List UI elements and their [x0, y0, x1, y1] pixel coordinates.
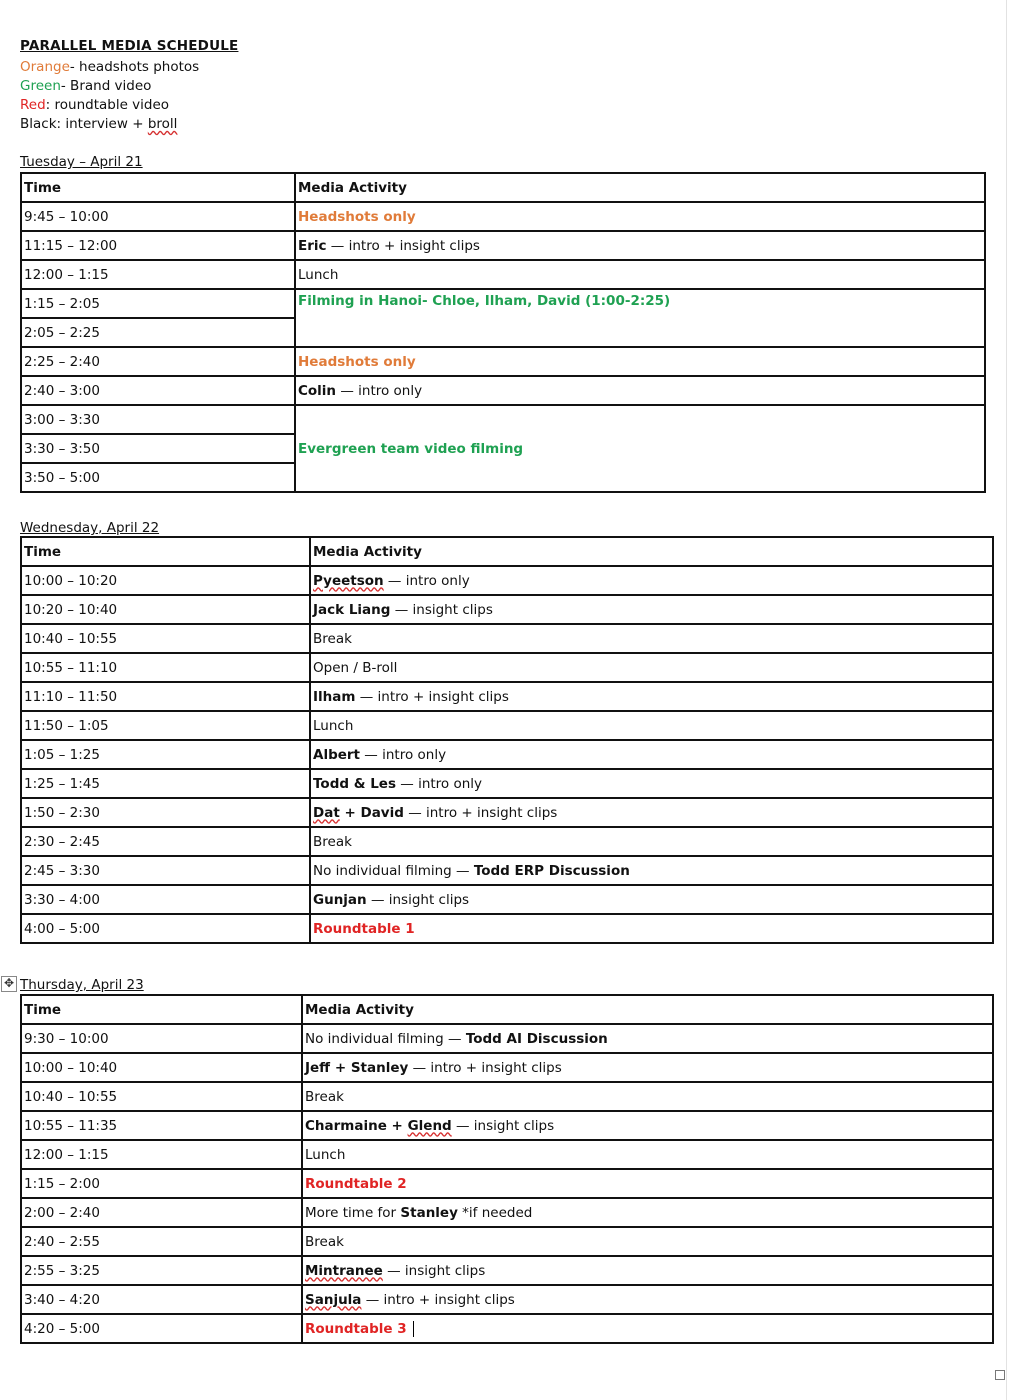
discussion-name: Todd ERP Discussion — [473, 862, 630, 879]
person-name: + David — [339, 804, 404, 821]
time-cell: 10:55 – 11:10 — [21, 653, 310, 682]
table-row — [21, 856, 993, 885]
headshots-activity: Headshots only — [298, 353, 416, 370]
table-row — [21, 624, 993, 653]
table-row — [21, 376, 985, 405]
activity-cell[interactable] — [295, 376, 985, 405]
activity-cell[interactable]: Break — [302, 1082, 993, 1111]
activity-cell[interactable]: Lunch — [295, 260, 985, 289]
time-cell: 9:30 – 10:00 — [21, 1024, 302, 1053]
activity-cell[interactable] — [302, 1314, 993, 1343]
person-name: Jeff + Stanley — [305, 1059, 409, 1076]
legend-green-label: Green — [20, 78, 61, 94]
table-row — [21, 1314, 993, 1343]
activity-detail: *if needed — [457, 1204, 533, 1221]
person-name: Todd & Les — [313, 775, 396, 792]
time-cell: 3:40 – 4:20 — [21, 1285, 302, 1314]
activity-cell[interactable] — [302, 1198, 993, 1227]
activity-cell[interactable] — [295, 405, 985, 492]
time-cell: 10:20 – 10:40 — [21, 595, 310, 624]
time-cell: 1:15 – 2:05 — [21, 289, 295, 318]
legend-black-text: Black: interview + — [20, 116, 148, 132]
legend-black — [20, 115, 199, 134]
activity-detail: — insight clips — [366, 891, 470, 908]
table-row — [21, 595, 993, 624]
table-row — [21, 740, 993, 769]
discussion-name: Todd AI Discussion — [465, 1030, 608, 1047]
time-cell: 3:30 – 3:50 — [21, 434, 295, 463]
brand-video-activity: Evergreen team video filming — [298, 440, 524, 457]
activity-detail: More time for — [305, 1204, 401, 1221]
activity-detail: — insight clips — [451, 1117, 555, 1134]
person-name: Gunjan — [313, 891, 367, 908]
legend-red-label: Red — [20, 97, 46, 113]
activity-detail: — intro + insight clips — [326, 237, 480, 254]
activity-cell[interactable]: Break — [310, 624, 993, 653]
activity-cell[interactable] — [302, 1053, 993, 1082]
activity-cell[interactable]: Open / B-roll — [310, 653, 993, 682]
roundtable-activity: Roundtable 1 — [313, 920, 415, 937]
person-name: Stanley — [400, 1204, 458, 1221]
legend-red-text: : roundtable video — [45, 97, 170, 113]
activity-detail: — intro + insight clips — [403, 804, 558, 821]
time-cell: 10:40 – 10:55 — [21, 1082, 302, 1111]
time-cell: 11:50 – 1:05 — [21, 711, 310, 740]
person-name: Colin — [298, 382, 337, 399]
table-row — [21, 1198, 993, 1227]
time-cell: 10:00 – 10:20 — [21, 566, 310, 595]
table-row — [21, 1053, 993, 1082]
activity-cell[interactable] — [302, 1285, 993, 1314]
activity-cell[interactable] — [302, 1111, 993, 1140]
table-row — [21, 798, 993, 827]
table-row — [21, 827, 993, 856]
activity-cell[interactable] — [295, 231, 985, 260]
time-cell: 2:00 – 2:40 — [21, 1198, 302, 1227]
activity-detail: — intro only — [360, 746, 447, 763]
activity-cell[interactable] — [302, 1256, 993, 1285]
table-header-row — [21, 173, 985, 202]
table-row — [21, 914, 993, 943]
activity-detail: — intro + insight clips — [361, 1291, 515, 1308]
legend-green — [20, 77, 199, 96]
time-cell: 1:25 – 1:45 — [21, 769, 310, 798]
table-row — [21, 405, 985, 434]
table-header-row — [21, 537, 993, 566]
schedule-table-tuesday — [20, 172, 986, 493]
activity-detail: — intro + insight clips — [408, 1059, 562, 1076]
table-header-row — [21, 995, 993, 1024]
person-name: Eric — [298, 237, 327, 254]
time-cell: 12:00 – 1:15 — [21, 1140, 302, 1169]
time-cell: 10:00 – 10:40 — [21, 1053, 302, 1082]
time-cell: 2:40 – 3:00 — [21, 376, 295, 405]
color-legend — [20, 58, 199, 134]
legend-black-word: broll — [147, 116, 178, 132]
time-cell: 2:25 – 2:40 — [21, 347, 295, 376]
activity-detail: No individual filming — — [305, 1030, 466, 1047]
activity-cell[interactable] — [310, 682, 993, 711]
activity-cell[interactable]: Break — [302, 1227, 993, 1256]
page-edge — [1006, 0, 1007, 1400]
table-row — [21, 1227, 993, 1256]
time-cell: 10:40 – 10:55 — [21, 624, 310, 653]
activity-detail: — intro + insight clips — [355, 688, 509, 705]
activity-cell[interactable] — [302, 1024, 993, 1053]
time-cell: 3:30 – 4:00 — [21, 885, 310, 914]
time-cell: 3:00 – 3:30 — [21, 405, 295, 434]
table-row — [21, 566, 993, 595]
activity-cell[interactable] — [310, 740, 993, 769]
table-row — [21, 1169, 993, 1198]
time-cell: 3:50 – 5:00 — [21, 463, 295, 492]
activity-cell[interactable] — [295, 202, 985, 231]
time-cell: 2:40 – 2:55 — [21, 1227, 302, 1256]
activity-header: Media Activity — [310, 537, 993, 566]
activity-detail: — intro only — [383, 572, 470, 589]
time-cell: 2:55 – 3:25 — [21, 1256, 302, 1285]
time-cell: 10:55 – 11:35 — [21, 1111, 302, 1140]
table-row — [21, 202, 985, 231]
table-row — [21, 1082, 993, 1111]
table-row — [21, 1111, 993, 1140]
legend-red — [20, 96, 199, 115]
person-name: Ilham — [313, 688, 356, 705]
time-cell: 1:05 – 1:25 — [21, 740, 310, 769]
roundtable-activity: Roundtable 2 — [305, 1175, 407, 1192]
time-cell: 2:45 – 3:30 — [21, 856, 310, 885]
person-name: Mintranee — [305, 1262, 383, 1279]
time-cell: 9:45 – 10:00 — [21, 202, 295, 231]
activity-cell[interactable] — [302, 1169, 993, 1198]
table-row — [21, 1024, 993, 1053]
text-cursor — [413, 1321, 414, 1337]
activity-detail: No individual filming — — [313, 862, 474, 879]
table-move-handle-icon[interactable]: ✥ — [1, 976, 17, 992]
person-name: Pyeetson — [313, 572, 384, 589]
activity-cell[interactable] — [310, 885, 993, 914]
time-cell: 1:50 – 2:30 — [21, 798, 310, 827]
table-row — [21, 1256, 993, 1285]
activity-detail: — insight clips — [390, 601, 493, 618]
headshots-activity: Headshots only — [298, 208, 416, 225]
document-title: PARALLEL MEDIA SCHEDULE — [20, 38, 239, 54]
table-row — [21, 682, 993, 711]
activity-cell[interactable] — [310, 856, 993, 885]
activity-cell[interactable] — [295, 347, 985, 376]
person-name: Glend — [407, 1117, 452, 1134]
table-row — [21, 653, 993, 682]
day-heading-thursday: Thursday, April 23 — [20, 977, 144, 993]
time-header: Time — [21, 537, 310, 566]
time-cell: 4:20 – 5:00 — [21, 1314, 302, 1343]
activity-cell[interactable] — [310, 914, 993, 943]
time-cell: 11:10 – 11:50 — [21, 682, 310, 711]
time-cell: 11:15 – 12:00 — [21, 231, 295, 260]
table-row — [21, 231, 985, 260]
person-name: Jack Liang — [313, 601, 391, 618]
person-name: Charmaine + — [305, 1117, 408, 1134]
table-row — [21, 1140, 993, 1169]
time-cell: 4:00 – 5:00 — [21, 914, 310, 943]
time-cell: 12:00 – 1:15 — [21, 260, 295, 289]
activity-cell[interactable] — [310, 595, 993, 624]
person-name: Sanjula — [305, 1291, 362, 1308]
day-heading-tuesday: Tuesday – April 21 — [20, 154, 143, 170]
time-header: Time — [21, 173, 295, 202]
activity-cell[interactable] — [310, 798, 993, 827]
time-cell: 2:30 – 2:45 — [21, 827, 310, 856]
activity-detail: — intro only — [395, 775, 483, 792]
table-row — [21, 769, 993, 798]
activity-detail: — insight clips — [382, 1262, 486, 1279]
table-row — [21, 885, 993, 914]
table-row — [21, 289, 985, 318]
legend-green-text: - Brand video — [60, 78, 152, 94]
roundtable-activity: Roundtable 3 — [305, 1320, 407, 1337]
activity-cell[interactable]: Break — [310, 827, 993, 856]
legend-orange — [20, 58, 199, 77]
brand-video-activity: Filming in Hanoi- Chloe, Ilham, David (1:00-2:25) — [298, 293, 671, 309]
activity-cell[interactable]: Lunch — [302, 1140, 993, 1169]
schedule-table-wednesday — [20, 536, 994, 944]
table-row — [21, 711, 993, 740]
time-cell: 1:15 – 2:00 — [21, 1169, 302, 1198]
time-cell: 2:05 – 2:25 — [21, 318, 295, 347]
person-name: Dat — [313, 804, 340, 821]
activity-cell[interactable] — [310, 769, 993, 798]
table-row — [21, 1285, 993, 1314]
activity-header: Media Activity — [295, 173, 985, 202]
table-row — [21, 260, 985, 289]
legend-orange-text: - headshots photos — [69, 59, 200, 75]
activity-cell[interactable]: Lunch — [310, 711, 993, 740]
table-row — [21, 347, 985, 376]
table-resize-handle[interactable] — [995, 1370, 1005, 1380]
person-name: Albert — [313, 746, 361, 763]
legend-orange-label: Orange — [20, 59, 70, 75]
schedule-table-thursday — [20, 994, 994, 1344]
day-heading-wednesday: Wednesday, April 22 — [20, 520, 160, 536]
time-header: Time — [21, 995, 302, 1024]
activity-detail: — intro only — [336, 382, 423, 399]
activity-cell[interactable] — [295, 289, 985, 347]
activity-cell[interactable] — [310, 566, 993, 595]
activity-header: Media Activity — [302, 995, 993, 1024]
